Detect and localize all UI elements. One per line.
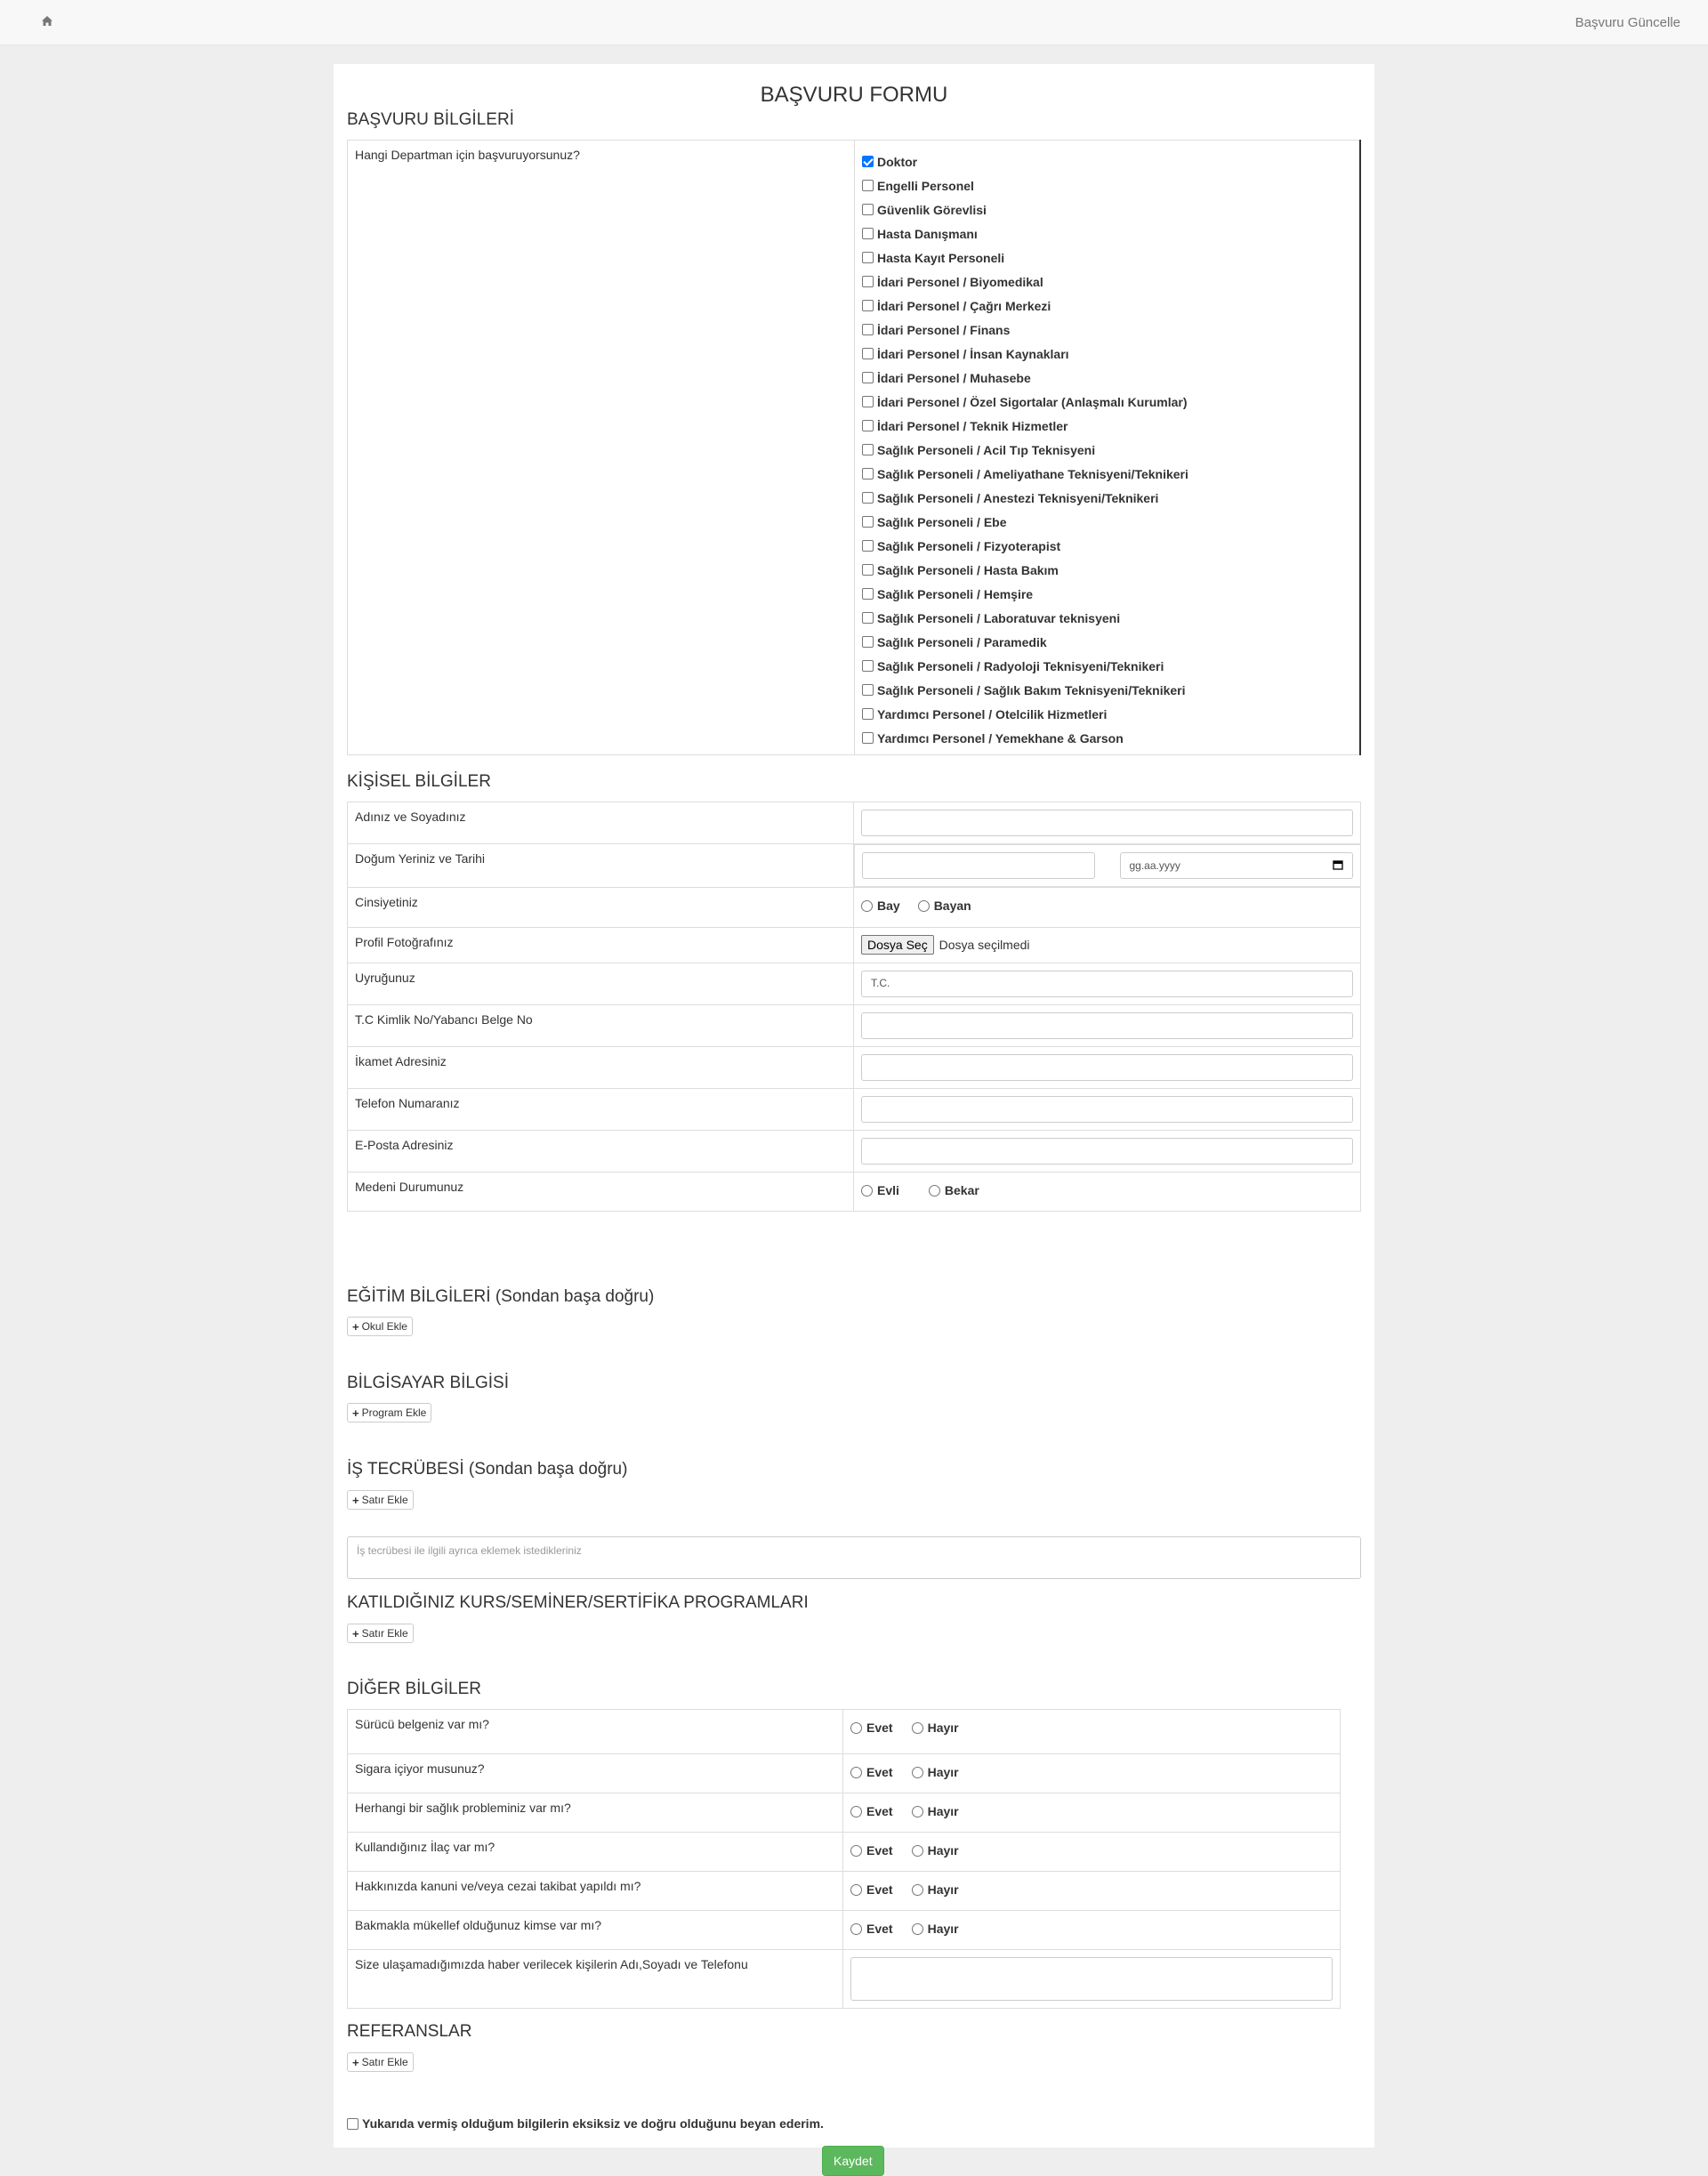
yes-option[interactable]: [850, 1882, 893, 1897]
department-option[interactable]: [862, 678, 1352, 702]
yes-no-radio-group: [850, 1922, 1333, 1936]
other-question-label: Bakmakla mükellef olduğunuz kimse var mı?: [348, 1911, 843, 1950]
home-icon[interactable]: [41, 15, 55, 29]
references-heading: REFERANSLAR: [347, 2022, 472, 2041]
calendar-icon[interactable]: [1333, 859, 1343, 873]
department-checkbox[interactable]: [862, 324, 874, 335]
department-checkbox[interactable]: [862, 372, 874, 383]
experience-heading: İŞ TECRÜBESİ (Sondan başa doğru): [347, 1460, 628, 1479]
no-label: Hayır: [927, 1721, 959, 1735]
other-question-label: Sürücü belgeniz var mı?: [348, 1710, 843, 1754]
department-checkbox[interactable]: [862, 420, 874, 431]
yes-label: Evet: [866, 1922, 893, 1936]
radio-icon[interactable]: [912, 1845, 923, 1857]
department-label: Hasta Kayıt Personeli: [877, 250, 1005, 265]
personal-heading: KİŞİSEL BİLGİLER: [347, 772, 491, 791]
department-label: Doktor: [877, 154, 918, 169]
department-option[interactable]: [862, 582, 1352, 606]
computer-heading: BİLGİSAYAR BİLGİSİ: [347, 1374, 509, 1392]
department-option[interactable]: [862, 558, 1352, 582]
id-input[interactable]: [861, 1012, 1353, 1039]
department-checkbox[interactable]: [862, 708, 874, 720]
department-checkbox[interactable]: [862, 636, 874, 648]
department-label: Sağlık Personeli / Hemşire: [877, 586, 1034, 601]
address-input[interactable]: [861, 1054, 1353, 1081]
department-option[interactable]: [862, 318, 1352, 342]
department-option[interactable]: [862, 246, 1352, 270]
application-table: [347, 140, 1361, 755]
department-checkbox[interactable]: [862, 396, 874, 407]
radio-icon[interactable]: [850, 1806, 862, 1817]
department-checkbox[interactable]: [862, 612, 874, 624]
yes-no-radio-group: [850, 1721, 1333, 1735]
radio-icon[interactable]: [850, 1767, 862, 1778]
application-heading: BAŞVURU BİLGİLERİ: [347, 110, 514, 129]
add-program-button[interactable]: [347, 1403, 431, 1422]
department-label: Sağlık Personeli / Sağlık Bakım Teknisyeni/Teknikeri: [877, 682, 1186, 697]
plus-icon: +: [352, 1493, 359, 1507]
phone-label: Telefon Numaranız: [348, 1089, 854, 1131]
department-label: Sağlık Personeli / Fizyoterapist: [877, 538, 1061, 553]
department-label: İdari Personel / Teknik Hizmetler: [877, 418, 1068, 433]
add-school-label: Okul Ekle: [361, 1320, 407, 1333]
department-label: İdari Personel / Özel Sigortalar (Anlaşmalı Kurumlar): [877, 394, 1188, 409]
department-checkbox[interactable]: [862, 588, 874, 600]
department-option[interactable]: [862, 342, 1352, 366]
radio-icon[interactable]: [861, 900, 873, 912]
declaration-row: [347, 2116, 824, 2131]
radio-icon[interactable]: [929, 1185, 940, 1197]
page-title: BAŞVURU FORMU: [760, 83, 948, 107]
department-checkbox[interactable]: [862, 204, 874, 215]
add-course-row-label: Satır Ekle: [361, 1627, 408, 1640]
gender-bayan-option[interactable]: [918, 899, 971, 913]
department-label: Hasta Danışmanı: [877, 226, 978, 241]
department-checkbox[interactable]: [862, 156, 874, 167]
no-option[interactable]: [912, 1765, 959, 1779]
yes-label: Evet: [866, 1882, 893, 1897]
other-question-label: Herhangi bir sağlık probleminiz var mı?: [348, 1793, 843, 1833]
other-question-row: [348, 1754, 1341, 1793]
phone-input[interactable]: [861, 1096, 1353, 1123]
yes-label: Evet: [866, 1843, 893, 1858]
no-label: Hayır: [927, 1922, 959, 1936]
department-label: İdari Personel / Çağrı Merkezi: [877, 298, 1051, 313]
department-option[interactable]: [862, 726, 1352, 750]
department-checkbox[interactable]: [862, 492, 874, 504]
department-label: Engelli Personel: [877, 178, 974, 193]
nationality-label: Uyruğunuz: [348, 963, 854, 1005]
department-checkbox[interactable]: [862, 684, 874, 696]
other-question-row: [348, 1872, 1341, 1911]
file-choose-button[interactable]: Dosya Seç: [861, 935, 934, 955]
yes-option[interactable]: [850, 1804, 893, 1818]
department-label: Sağlık Personeli / Anestezi Teknisyeni/Teknikeri: [877, 490, 1159, 505]
yes-label: Evet: [866, 1804, 893, 1818]
department-label: İdari Personel / Finans: [877, 322, 1011, 337]
yes-option[interactable]: [850, 1721, 893, 1735]
marital-label: Medeni Durumunuz: [348, 1173, 854, 1212]
no-option[interactable]: [912, 1721, 959, 1735]
plus-icon: +: [352, 2055, 359, 2069]
gender-bay-option[interactable]: [861, 899, 900, 913]
radio-icon[interactable]: [850, 1923, 862, 1935]
department-label: Yardımcı Personel / Otelcilik Hizmetleri: [877, 706, 1108, 721]
department-option[interactable]: [862, 702, 1352, 726]
no-option[interactable]: [912, 1804, 959, 1818]
plus-icon: +: [352, 1626, 359, 1640]
yes-no-radio-group: [850, 1765, 1333, 1779]
yes-option[interactable]: [850, 1765, 893, 1779]
department-label: Sağlık Personeli / Laboratuvar teknisyeni: [877, 610, 1121, 625]
department-label: Sağlık Personeli / Radyoloji Teknisyeni/Teknikeri: [877, 658, 1164, 673]
department-label: Yardımcı Personel / Yemekhane & Garson: [877, 730, 1124, 745]
department-checkbox-list: [862, 149, 1352, 750]
other-question-row: [348, 1833, 1341, 1872]
department-option[interactable]: [862, 294, 1352, 318]
basvuru-guncelle-link[interactable]: Başvuru Güncelle: [1575, 15, 1680, 30]
birthdate-input[interactable]: [1120, 852, 1353, 879]
other-question-label: Hakkınızda kanuni ve/veya cezai takibat yapıldı mı?: [348, 1872, 843, 1911]
gender-label: Cinsiyetiniz: [348, 888, 854, 928]
experience-notes-textarea[interactable]: İş tecrübesi ile ilgili ayrıca eklemek istedikleriniz: [347, 1536, 1361, 1579]
email-label: E-Posta Adresiniz: [348, 1131, 854, 1173]
department-option[interactable]: [862, 222, 1352, 246]
department-checkbox[interactable]: [862, 468, 874, 480]
yes-label: Evet: [866, 1765, 893, 1779]
department-checkbox[interactable]: [862, 516, 874, 528]
department-label: İdari Personel / Muhasebe: [877, 370, 1031, 385]
radio-icon[interactable]: [850, 1845, 862, 1857]
add-experience-row-button[interactable]: [347, 1490, 414, 1510]
department-checkbox[interactable]: [862, 276, 874, 287]
other-info-table: [347, 1709, 1341, 2009]
birth-label: Doğum Yeriniz ve Tarihi: [348, 844, 854, 888]
department-option[interactable]: [862, 534, 1352, 558]
department-checkbox[interactable]: [862, 180, 874, 191]
radio-icon[interactable]: [912, 1884, 923, 1896]
department-label: Sağlık Personeli / Acil Tıp Teknisyeni: [877, 442, 1096, 457]
marital-bekar-label: Bekar: [944, 1183, 979, 1197]
nationality-input[interactable]: T.C.: [861, 971, 1353, 997]
add-school-button[interactable]: [347, 1317, 413, 1336]
add-reference-row-label: Satır Ekle: [361, 2056, 408, 2068]
radio-icon[interactable]: [850, 1722, 862, 1734]
gender-radio-group: [861, 899, 1353, 913]
marital-bekar-option[interactable]: [929, 1183, 979, 1197]
no-label: Hayır: [927, 1804, 959, 1818]
courses-heading: KATILDIĞINIZ KURS/SEMİNER/SERTİFİKA PROGRAMLARI: [347, 1593, 809, 1612]
yes-no-radio-group: [850, 1804, 1333, 1818]
radio-icon[interactable]: [918, 900, 930, 912]
department-checkbox[interactable]: [862, 228, 874, 239]
department-label: İdari Personel / İnsan Kaynakları: [877, 346, 1069, 361]
radio-icon[interactable]: [912, 1722, 923, 1734]
department-label: Sağlık Personeli / Hasta Bakım: [877, 562, 1059, 577]
radio-icon[interactable]: [912, 1923, 923, 1935]
department-option[interactable]: [862, 462, 1352, 486]
marital-evli-option[interactable]: [861, 1183, 899, 1197]
add-reference-row-button[interactable]: [347, 2052, 414, 2072]
yes-no-radio-group: [850, 1843, 1333, 1858]
add-experience-row-label: Satır Ekle: [361, 1494, 408, 1506]
department-option[interactable]: [862, 173, 1352, 197]
top-navbar: [0, 0, 1708, 45]
plus-icon: +: [352, 1319, 359, 1334]
no-option[interactable]: [912, 1843, 959, 1858]
radio-icon[interactable]: [850, 1884, 862, 1896]
no-label: Hayır: [927, 1765, 959, 1779]
department-checkbox[interactable]: [862, 444, 874, 455]
department-checkbox[interactable]: [862, 252, 874, 263]
date-placeholder: gg.aa.yyyy: [1129, 859, 1180, 872]
add-course-row-button[interactable]: [347, 1624, 414, 1643]
add-program-label: Program Ekle: [361, 1406, 427, 1419]
other-question-row: [348, 1710, 1341, 1754]
department-label: Güvenlik Görevlisi: [877, 202, 987, 217]
yes-option[interactable]: [850, 1922, 893, 1936]
no-option[interactable]: [912, 1922, 959, 1936]
department-label: Sağlık Personeli / Ebe: [877, 514, 1007, 529]
department-option[interactable]: [862, 390, 1352, 414]
contact-label: Size ulaşamadığımızda haber verilecek kişilerin Adı,Soyadı ve Telefonu: [348, 1950, 843, 2009]
department-label: Sağlık Personeli / Paramedik: [877, 634, 1047, 649]
personal-table: [347, 802, 1361, 1212]
gender-bayan-label: Bayan: [933, 899, 971, 913]
radio-icon[interactable]: [861, 1185, 873, 1197]
department-checkbox[interactable]: [862, 348, 874, 359]
save-button[interactable]: Kaydet: [822, 2146, 884, 2176]
department-option[interactable]: [862, 414, 1352, 438]
other-question-row: [348, 1911, 1341, 1950]
department-checkbox[interactable]: [862, 564, 874, 576]
education-heading: EĞİTİM BİLGİLERİ (Sondan başa doğru): [347, 1287, 655, 1306]
department-label: Sağlık Personeli / Ameliyathane Teknisyeni/Teknikeri: [877, 466, 1188, 481]
marital-evli-label: Evli: [877, 1183, 899, 1197]
other-question-label: Kullandığınız İlaç var mı?: [348, 1833, 843, 1872]
declaration-text: Yukarıda vermiş olduğum bilgilerin eksiksiz ve doğru olduğunu beyan ederim.: [362, 2116, 824, 2131]
address-label: İkamet Adresiniz: [348, 1047, 854, 1089]
department-option[interactable]: [862, 197, 1352, 222]
department-option[interactable]: [862, 366, 1352, 390]
contact-textarea[interactable]: [850, 1957, 1333, 2001]
no-label: Hayır: [927, 1882, 959, 1897]
department-option[interactable]: [862, 486, 1352, 510]
other-question-row: [348, 1793, 1341, 1833]
name-label: Adınız ve Soyadınız: [348, 802, 854, 844]
department-option[interactable]: [862, 630, 1352, 654]
birthplace-input[interactable]: [862, 852, 1095, 879]
other-question-label: Sigara içiyor musunuz?: [348, 1754, 843, 1793]
no-label: Hayır: [927, 1843, 959, 1858]
department-option[interactable]: [862, 510, 1352, 534]
file-status: Dosya seçilmedi: [939, 938, 1030, 952]
department-checkbox[interactable]: [862, 300, 874, 311]
radio-icon[interactable]: [912, 1806, 923, 1817]
department-option[interactable]: [862, 149, 1352, 173]
department-question: Hangi Departman için başvuruyorsunuz?: [348, 141, 855, 755]
id-label: T.C Kimlik No/Yabancı Belge No: [348, 1005, 854, 1047]
department-checkbox[interactable]: [862, 732, 874, 744]
yes-option[interactable]: [850, 1843, 893, 1858]
plus-icon: +: [352, 1406, 359, 1420]
name-input[interactable]: [861, 810, 1353, 836]
photo-label: Profil Fotoğrafınız: [348, 928, 854, 963]
radio-icon[interactable]: [912, 1767, 923, 1778]
gender-bay-label: Bay: [877, 899, 900, 913]
yes-label: Evet: [866, 1721, 893, 1735]
email-input[interactable]: [861, 1138, 1353, 1165]
form-panel: [334, 64, 1374, 2168]
department-option[interactable]: [862, 654, 1352, 678]
department-checkbox[interactable]: [862, 540, 874, 552]
no-option[interactable]: [912, 1882, 959, 1897]
department-label: İdari Personel / Biyomedikal: [877, 274, 1043, 289]
department-option[interactable]: [862, 438, 1352, 462]
marital-radio-group: [861, 1183, 1353, 1197]
declaration-checkbox[interactable]: [347, 2118, 359, 2130]
department-option[interactable]: [862, 270, 1352, 294]
yes-no-radio-group: [850, 1882, 1333, 1897]
other-heading: DİĞER BİLGİLER: [347, 1680, 481, 1698]
department-option[interactable]: [862, 606, 1352, 630]
department-checkbox[interactable]: [862, 660, 874, 672]
